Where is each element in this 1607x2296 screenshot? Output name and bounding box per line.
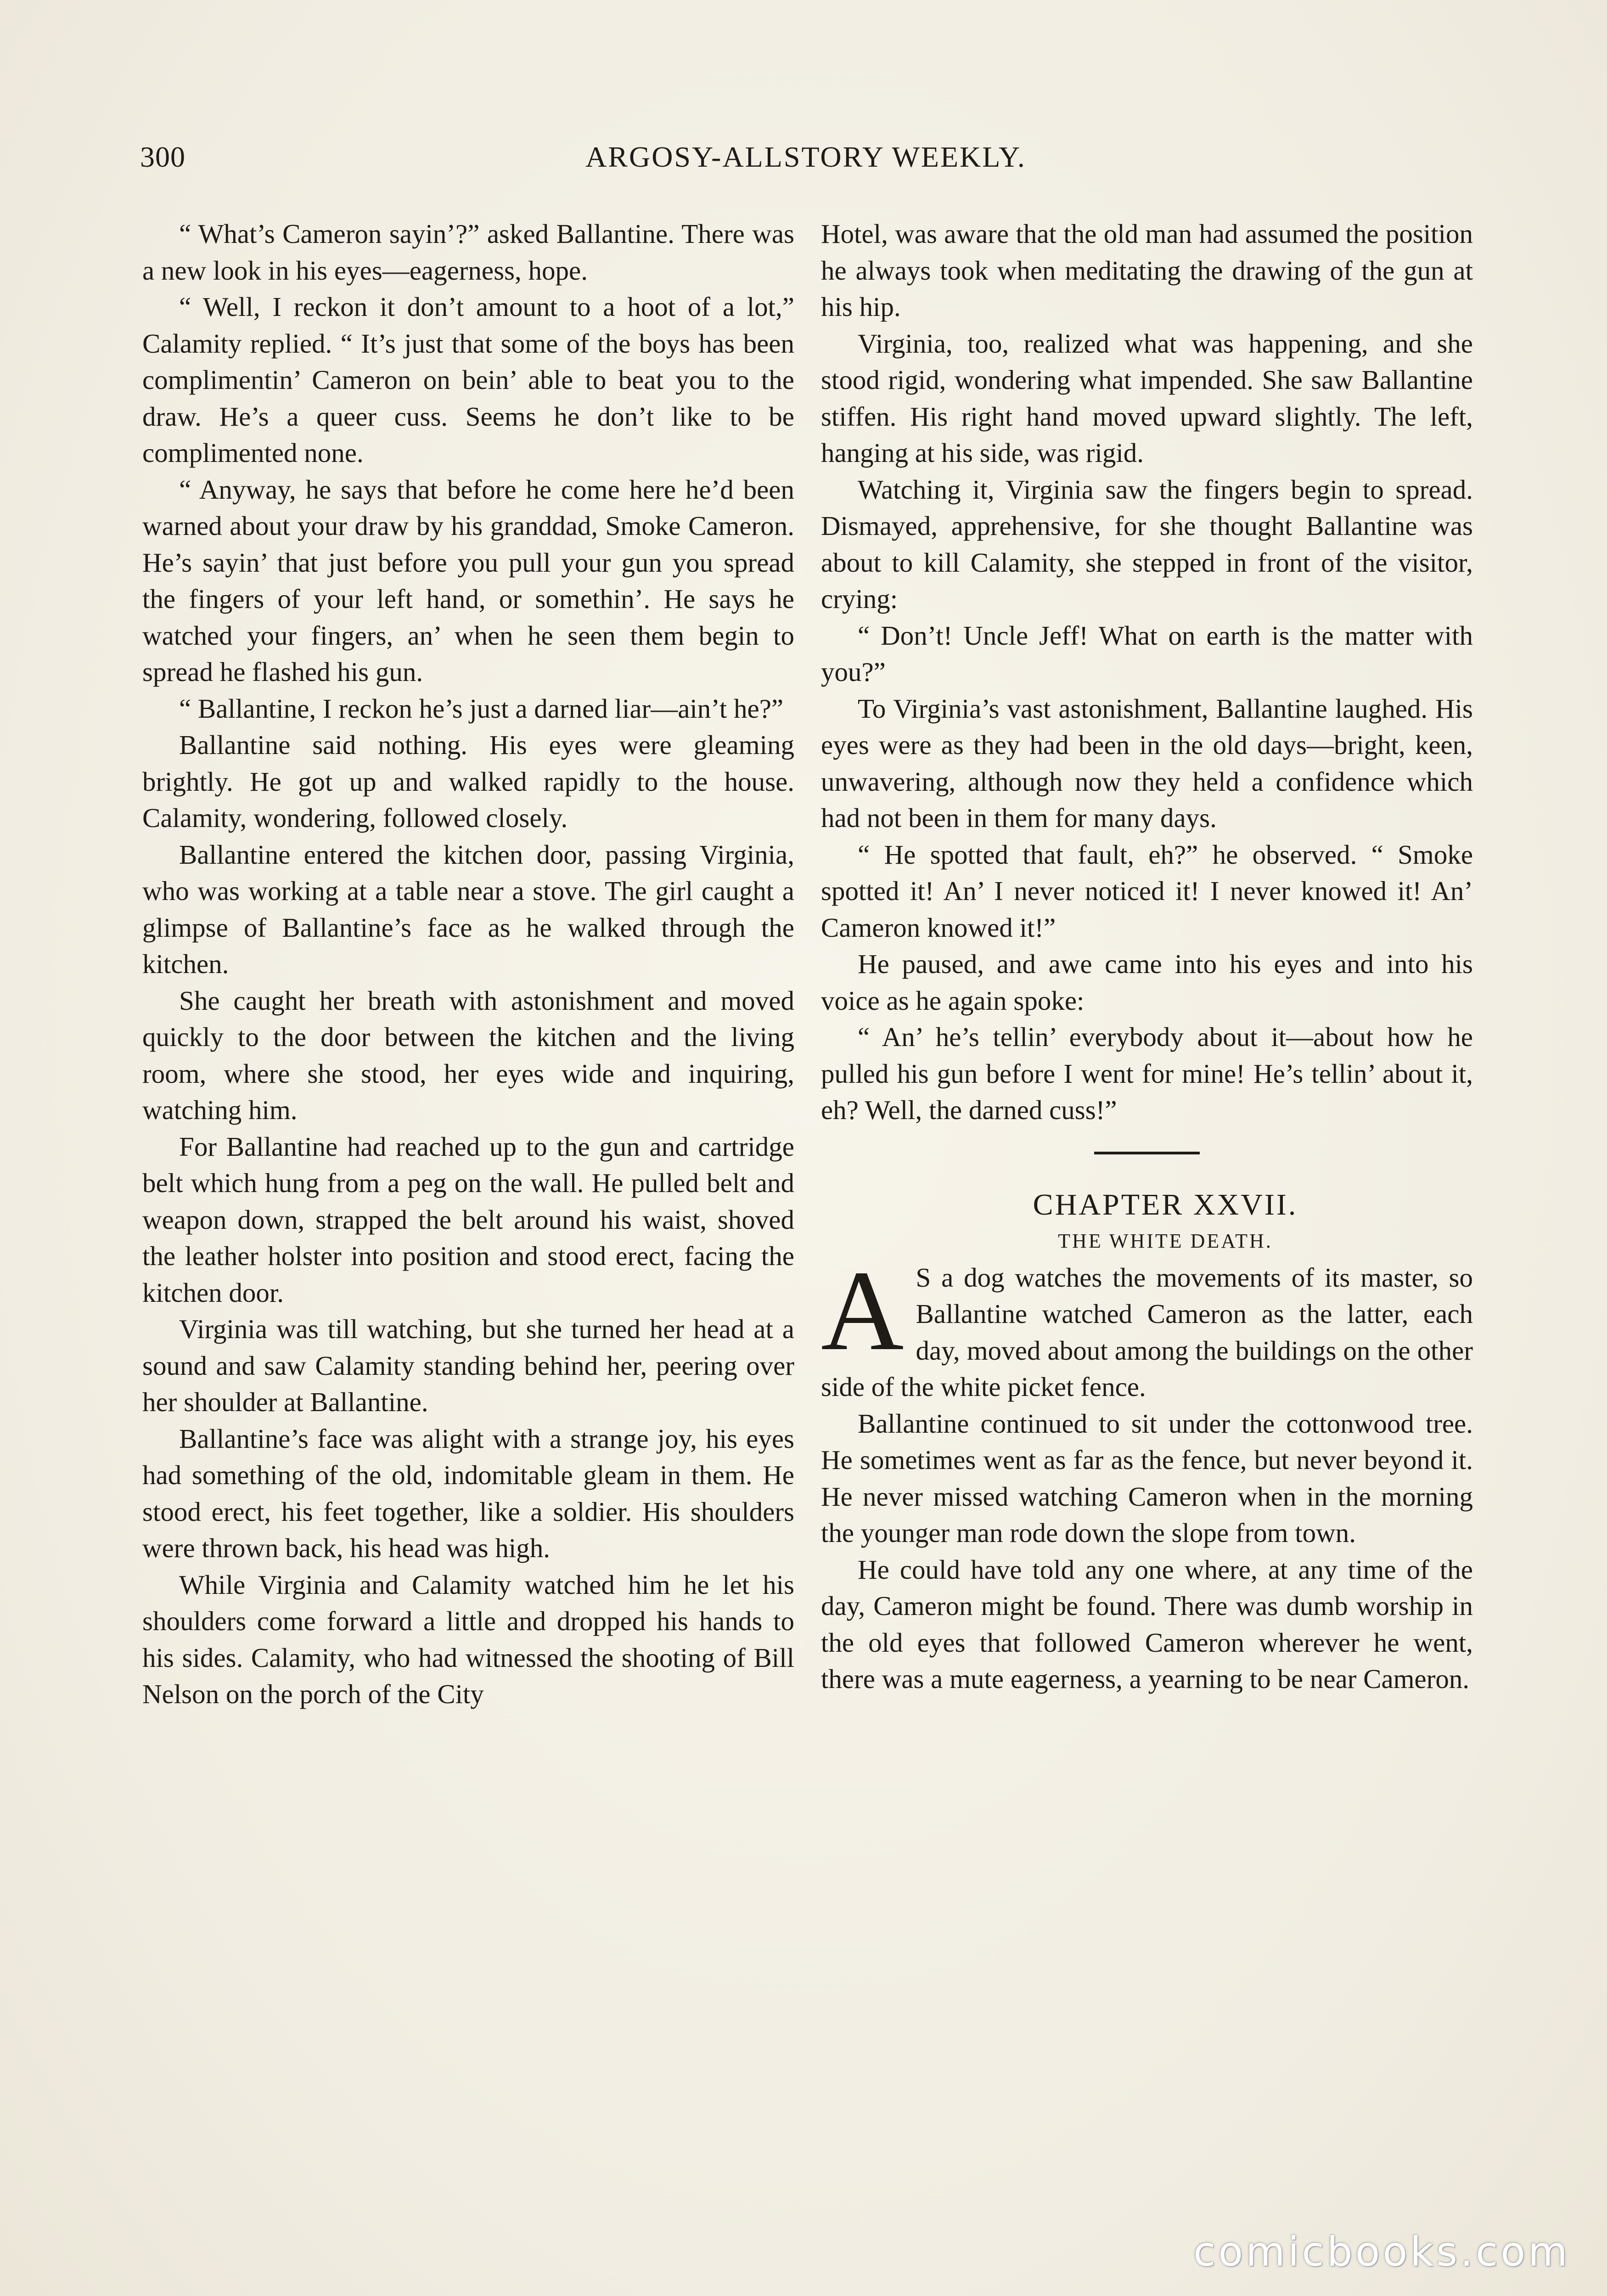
drop-cap: A xyxy=(821,1247,904,1374)
section-divider xyxy=(1094,1152,1200,1154)
paragraph: “ Don’t! Uncle Jeff! What on earth is the matter with you?” xyxy=(821,620,1473,687)
paragraph: “ An’ he’s tellin’ everybody about it—about how he pulled his gun before I went for mine! He’s tellin’ about it, eh? Well, the darned cuss!” xyxy=(821,1022,1473,1125)
paragraph: Hotel, was aware that the old man had assumed the position he always took when meditating the drawing of the gun at his hip. xyxy=(821,219,1473,322)
paragraph: She caught her breath with astonishment and moved quickly to the door between the kitchen and the living room, where she stood, her eyes wide and inquiring, watching him. xyxy=(142,985,794,1125)
paragraph: Virginia was till watching, but she turned her head at a sound and saw Calamity standing behind her, peering over her shoulder at Ballantine. xyxy=(142,1314,794,1417)
paragraph: Virginia, too, realized what was happening, and she stood rigid, wondering what impended. She saw Ballantine stiffen. His right hand moved upward slightly. The left, hanging at his side, was rigid. xyxy=(821,328,1473,468)
paragraph: “ Ballantine, I reckon he’s just a darned liar—ain’t he?” xyxy=(179,693,784,724)
paragraph: “ Anyway, he says that before he come here he’d been warned about your draw by his granddad, Smoke Cameron. He’s sayin’ that just before you pull your gun you spread the fingers of your left hand, or somethin’. He says he watched your fingers, an’ when he seen them begin to spread he flashed his gun. xyxy=(142,474,794,687)
paragraph: “ What’s Cameron sayin’?” asked Ballantine. There was a new look in his eyes—eagerness, hope. xyxy=(142,219,794,286)
chapter-opening-paragraph xyxy=(821,1247,1473,1406)
page-header xyxy=(140,140,1472,181)
left-column xyxy=(142,216,794,1713)
opening-text: S a dog watches the movements of its master, so Ballantine watched Cameron as the latter, each day, moved about among the buildings on the other side of the white picket fence. xyxy=(821,1262,1473,1402)
paragraph: Ballantine’s face was alight with a strange joy, his eyes had something of the old, indomitable gleam in them. He stood erect, his feet together, like a soldier. His shoulders were thrown back, his head was high. xyxy=(142,1423,794,1563)
paragraph: Ballantine said nothing. His eyes were gleaming brightly. He got up and walked rapidly to the house. Calamity, wondering, followed closely. xyxy=(142,730,794,833)
running-head: ARGOSY-ALLSTORY WEEKLY. xyxy=(585,141,1026,173)
paragraph: “ He spotted that fault, eh?” he observed. “ Smoke spotted it! An’ I never noticed it! I never knowed it! An’ Cameron knowed it!” xyxy=(821,839,1473,943)
watermark: comicbooks.com xyxy=(1193,2228,1570,2275)
paragraph: To Virginia’s vast astonishment, Ballantine laughed. His eyes were as they had been in the old days—bright, keen, unwavering, although now they held a confidence which had not been in them for many days. xyxy=(821,693,1473,833)
paragraph: While Virginia and Calamity watched him he let his shoulders come forward a little and dropped his hands to his sides. Calamity, who had witnessed the shooting of Bill Nelson on the porch of the City xyxy=(142,1569,794,1709)
paragraph: He could have told any one where, at any time of the day, Cameron might be found. There was dumb worship in the old eyes that followed Cameron wherever he went, there was a mute eagerness, a yearning to be near Cameron. xyxy=(821,1554,1473,1694)
paragraph: Ballantine entered the kitchen door, passing Virginia, who was working at a table near a stove. The girl caught a glimpse of Ballantine’s face as he walked through the kitchen. xyxy=(142,839,794,979)
chapter-subtitle: THE WHITE DEATH. xyxy=(1058,1230,1273,1252)
paragraph: Ballantine continued to sit under the cottonwood tree. He sometimes went as far as the fence, but never beyond it. He never missed watching Cameron when in the morning the younger man rode down the slope from town. xyxy=(821,1408,1473,1548)
page-number: 300 xyxy=(140,141,185,173)
paragraph: He paused, and awe came into his eyes and into his voice as he again spoke: xyxy=(821,949,1473,1016)
chapter-title: CHAPTER XXVII. xyxy=(1033,1187,1298,1221)
paragraph: For Ballantine had reached up to the gun and cartridge belt which hung from a peg on the wall. He pulled belt and weapon down, strapped the belt around his waist, shoved the leather holster into position and stood erect, facing the kitchen door. xyxy=(142,1131,794,1308)
paragraph: “ Well, I reckon it don’t amount to a hoot of a lot,” Calamity replied. “ It’s just that some of the boys has been complimentin’ Cameron on bein’ able to beat you to the draw. He’s a queer cuss. Seems he don’t like to be complimented none. xyxy=(142,292,794,468)
right-column xyxy=(821,216,1473,1698)
paragraph: Watching it, Virginia saw the fingers begin to spread. Dismayed, apprehensive, for she thought Ballantine was about to kill Calamity, she stepped in front of the visitor, crying: xyxy=(821,474,1473,614)
